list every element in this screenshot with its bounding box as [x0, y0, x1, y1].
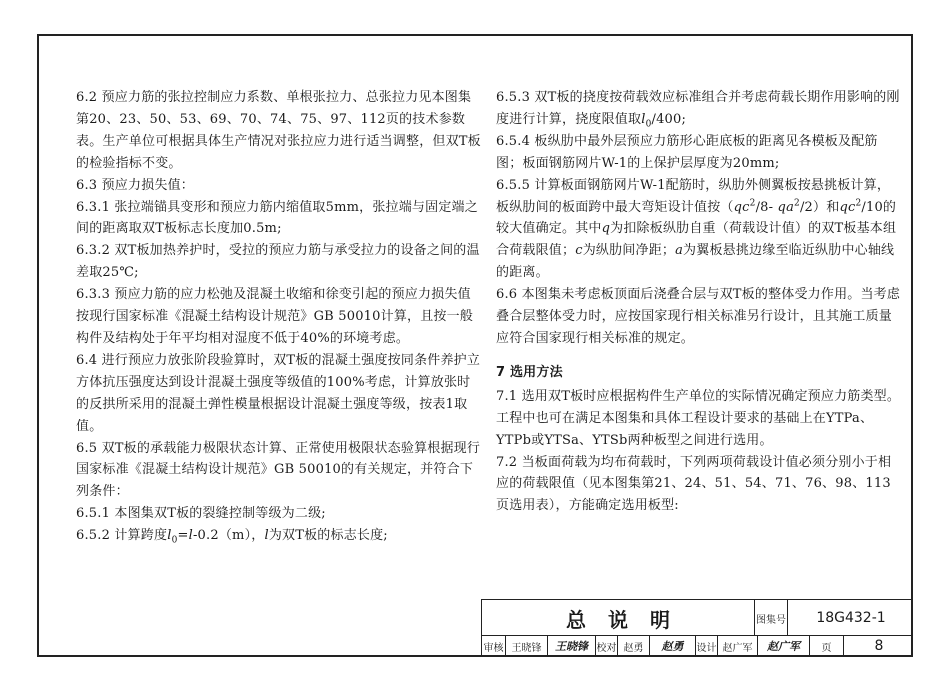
title-block-top-row [482, 600, 913, 636]
paragraph-6-5-2: 6.5.2 计算跨度$l_0=l-0.2(m)$，l为双T板的标志长度; [76, 528, 388, 546]
paragraph-6-5: 6.5 双T板的承载能力极限状态计算、正常使用极限状态验算根据现行国家标准《混凝土结构设计规范》GB 50010的有关规定，并符合下列条件： [76, 440, 481, 500]
reviewer-name: 王晓锋 [506, 636, 548, 656]
reviewer-label: 审核 [482, 636, 506, 656]
reviewer-signature: 王晓锋 [548, 636, 596, 656]
paragraph-6-5-1: 6.5.1 本图集双T板的裂缝控制等级为二级; [76, 506, 326, 522]
section-7-heading: 7 选用方法 [496, 364, 563, 380]
title-block [481, 599, 913, 657]
title-block-bottom-row [482, 636, 913, 656]
paragraph-6-2: 6.2 预应力筋的张拉控制应力系数、单根张拉力、总张拉力见本图集第20、23、50、53、69、70、74、75、97、112页的技术参数表。生产单位可根据具体生产情况对张拉应力进行适当调整，但双T板的检验指标不变。 [76, 90, 481, 171]
drawing-title: 总说明 [566, 607, 692, 632]
paragraph-6-6: 6.6 本图集未考虑板顶面后浇叠合层与双T板的整体受力作用。当考虑叠合层整体受力时，应按国家现行相关标准另行设计，且其施工质量应符合国家现行相关标准的规定。 [496, 287, 901, 346]
designer-signature: 赵广军 [758, 636, 810, 656]
page-number: 8 [874, 638, 884, 654]
atlas-number-label: 图集号 [754, 600, 788, 636]
paragraph-6-3-1: 6.3.1 张拉端锚具变形和预应力筋内缩值取5mm，张拉端与固定端之间的距离取双T板标志长度加0.5m; [76, 199, 478, 237]
page-label: 页 [810, 636, 844, 656]
right-text-column [496, 87, 901, 517]
paragraph-6-5-4: 6.5.4 板纵肋中最外层预应力筋形心距底板的距离见各模板及配筋图；板面钢筋网片W-1的上保护层厚度为20mm; [496, 133, 878, 171]
left-text-column [76, 87, 481, 547]
paragraph-6-4: 6.4 进行预应力放张阶段验算时，双T板的混凝土强度按同条件养护立方体抗压强度达到设计混凝土强度等级值的100%考虑，计算放张时的反拱所采用的混凝土弹性模量根据设计混凝土强度等级，按表1取值。 [76, 352, 481, 434]
paragraph-7-2: 7.2 当板面荷载为均布荷载时，下列两项荷载设计值必须分别小于相应的荷载限值（见本图集第21、24、51、54、71、76、98、113页选用表），方能确定选用板型: [496, 454, 892, 514]
checker-name: 赵勇 [618, 636, 650, 656]
paragraph-6-3-3: 6.3.3 预应力筋的应力松弛及混凝土收缩和徐变引起的预应力损失值按现行国家标准《混凝土结构设计规范》GB 50010计算，且按一般构件及结构处于年平均相对湿度不低于40%的环境考虑。 [76, 287, 474, 346]
designer-name: 赵广军 [718, 636, 758, 656]
checker-signature: 赵勇 [650, 636, 696, 656]
paragraph-6-3: 6.3 预应力损失值： [76, 177, 195, 193]
designer-label: 设计 [696, 636, 718, 656]
paragraph-6-3-2: 6.3.2 双T板加热养护时，受拉的预应力筋与承受拉力的设备之间的温差取25℃; [76, 243, 480, 281]
paragraph-6-5-5: 6.5.5 计算板面钢筋网片W-1配筋时，纵肋外侧翼板按悬挑板计算，板纵肋间的板面跨中最大弯矩设计值按（$qc^2/8-$ $qa^2/2$）和$qc^2/10$的较大值确定。其中q为扣除板纵肋自重（荷载设计值）的双T板基本组合荷载限值；c为纵肋间净距；a为翼板悬挑边缘至临近纵肋中心轴线的距离。 [496, 177, 897, 281]
paragraph-7-1: 7.1 选用双T板时应根据构件生产单位的实际情况确定预应力筋类型。工程中也可在满足本图集和具体工程设计要求的基础上在YTPa、YTPb或YTSa、YTSb两种板型之间进行选用。 [496, 388, 901, 448]
paragraph-6-5-3: 6.5.3 双T板的挠度按荷载效应标准组合并考虑荷载长期作用影响的刚度进行计算，挠度限值取$l_0/400$; [496, 90, 900, 130]
checker-label: 校对 [596, 636, 618, 656]
atlas-number: 18G432-1 [816, 610, 886, 626]
